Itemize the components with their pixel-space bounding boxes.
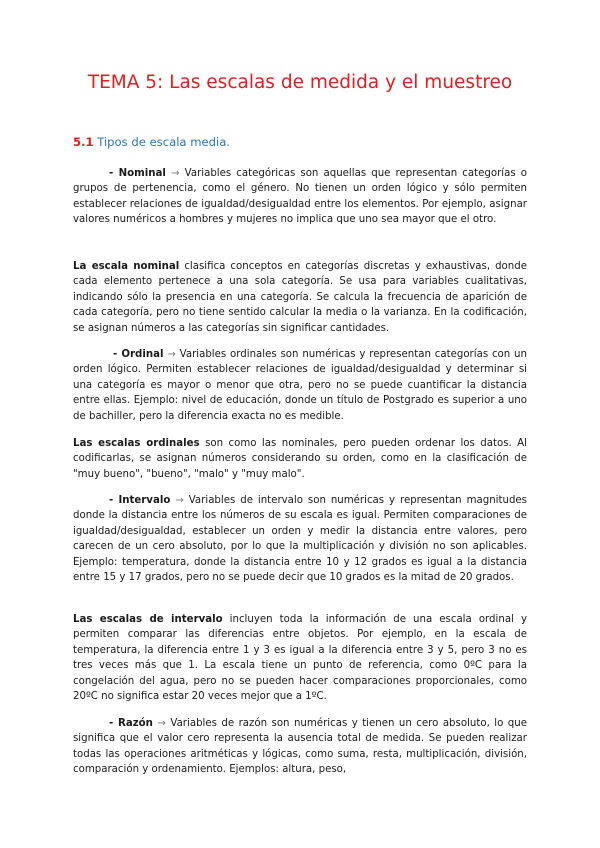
interval-scale-term: Las escalas de intervalo xyxy=(73,614,223,625)
arrow-icon: → xyxy=(171,168,180,179)
section-number: 5.1 xyxy=(73,135,94,149)
ratio-paragraph xyxy=(73,716,527,778)
section-title: Tipos de escala media. xyxy=(97,135,230,149)
nominal-text: Variables categóricas son aquellas que representan categorías o grupos de pertenencia, como el género. No tienen un orden lógico y sólo permiten establecer relaciones de igualdad/desigualdad entre los elementos. Por ejemplo, asignar valores numéricos a hombres y mujeres no implica que uno sea mayor que el otro. xyxy=(73,168,527,226)
interval-scale-paragraph xyxy=(73,612,527,704)
arrow-icon: → xyxy=(157,718,166,729)
interval-text: Variables de intervalo son numéricas y representan magnitudes donde la distancia entre los números de su escala es igual. Permiten comparaciones de igualdad/desigualdad, establecer un orden y medir la distancia entre valores, pero carecen de un cero absoluto, por lo que la multiplicación y división no son aplicables. Ejemplo: temperatura, donde la distancia entre 10 y 12 grados es igual a la distancia entre 15 y 17 grados, pero no se puede decir que 10 grados es la mitad de 20 grados. xyxy=(73,495,527,584)
nominal-scale-text: clasifica conceptos en categorías discretas y exhaustivas, donde cada elemento pertenece a una sola categoría. Se usa para variables cualitativas, indicando sólo la presencia en una categoría. Se calcula la frecuencia de aparición de cada categoría, pero no tiene sentido calcular la media o la varianza. En la codificación, se asignan números a las categorías sin significar cantidades. xyxy=(73,261,527,334)
nominal-paragraph xyxy=(73,166,527,228)
page-title: TEMA 5: Las escalas de medida y el muestreo xyxy=(87,72,513,93)
interval-paragraph xyxy=(73,493,527,585)
nominal-term: - Nominal xyxy=(109,168,166,179)
nominal-scale-paragraph xyxy=(73,259,527,336)
ordinal-text: Variables ordinales son numéricas y representan categorías con un orden lógico. Permiten establecer relaciones de igualdad/desigualdad y determinar si una categoría es mayor o menor que otra, pero no se puede cuantificar la distancia entre ellas. Ejemplo: nivel de educación, donde un título de Postgrado es superior a uno de bachiller, pero la diferencia exacta no es medible. xyxy=(73,349,527,422)
ordinal-scale-text: son como las nominales, pero pueden ordenar los datos. Al codificarlas, se asignan números considerando su orden, como en la clasificación de "muy bueno", "bueno", "malo" y "muy malo". xyxy=(73,438,527,480)
ordinal-term: - Ordinal xyxy=(113,349,164,360)
section-heading xyxy=(73,135,230,150)
interval-scale-text: incluyen toda la información de una escala ordinal y permiten comparar las diferencias entre objetos. Por ejemplo, en la escala de temperatura, la diferencia entre 1 y 3 es igual a la diferencia entre 3 y 5, pero 3 no es tres veces más que 1. La escala tiene un punto de referencia, como 0ºC para la congelación del agua, pero no se pueden hacer comparaciones proporcionales, como 20ºC no significa estar 20 veces mejor que a 1ºC. xyxy=(73,614,527,703)
ordinal-scale-paragraph xyxy=(73,436,527,482)
ordinal-paragraph xyxy=(73,347,527,424)
ratio-text: Variables de razón son numéricas y tienen un cero absoluto, lo que significa que el valor cero representa la ausencia total de medida. Se pueden realizar todas las operaciones aritméticas y lógicas, como suma, resta, multiplicación, división, comparación y ordenamiento. Ejemplos: altura, peso, xyxy=(73,718,527,776)
ordinal-scale-term: Las escalas ordinales xyxy=(73,438,200,449)
ratio-term: - Razón xyxy=(109,718,153,729)
arrow-icon: → xyxy=(167,349,176,360)
nominal-scale-term: La escala nominal xyxy=(73,261,180,272)
arrow-icon: → xyxy=(175,495,184,506)
interval-term: - Intervalo xyxy=(109,495,171,506)
